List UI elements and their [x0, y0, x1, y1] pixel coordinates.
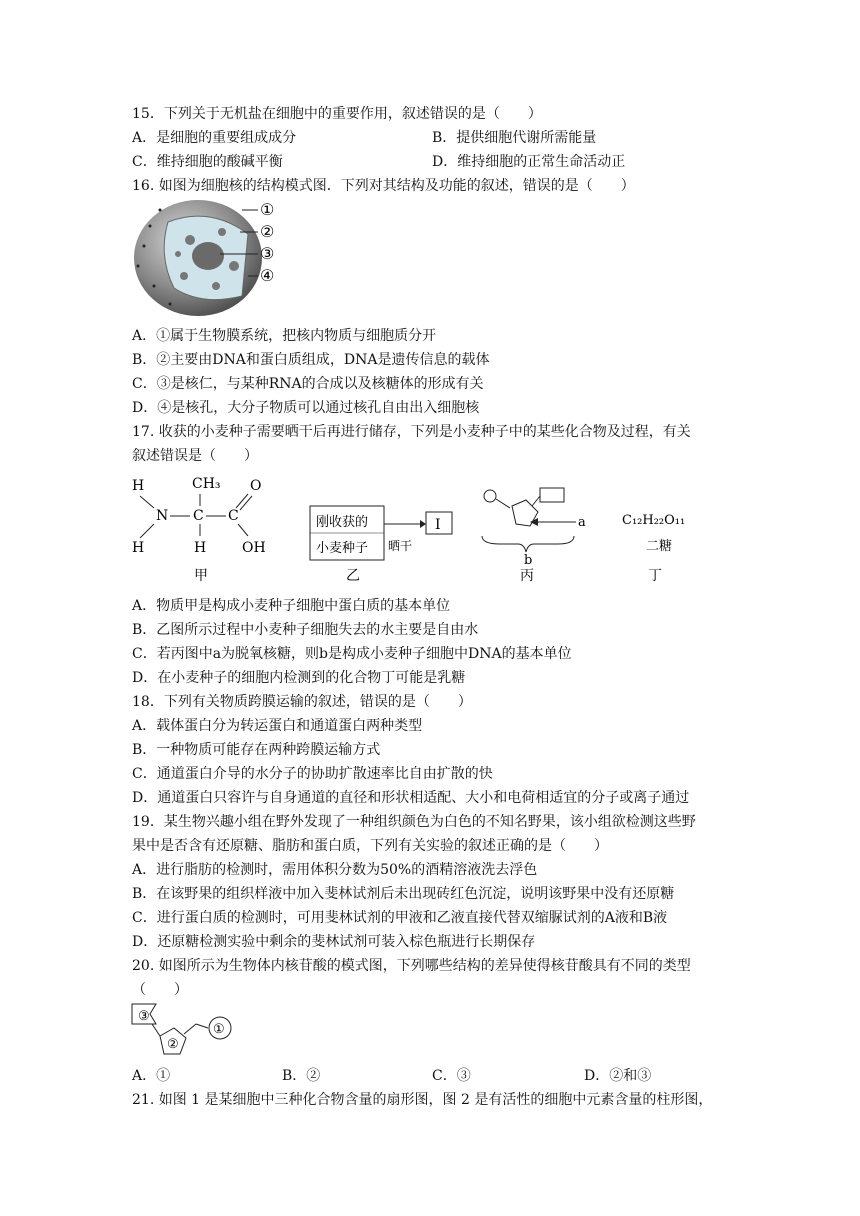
q15-option-c: C．维持细胞的酸碱平衡: [132, 154, 283, 170]
svg-text:晒干: 晒干: [388, 539, 413, 553]
fig-label-bing: 丙: [520, 568, 534, 584]
q17-option-d: D．在小麦种子的细胞内检测到的化合物丁可能是乳糖: [132, 670, 466, 686]
q19-option-a: A．进行脂肪的检测时，需用体积分数为50%的酒精溶液洗去浮色: [132, 862, 538, 878]
svg-text:C: C: [228, 508, 239, 524]
nucleotide-label-1: ①: [213, 1022, 225, 1037]
q19-option-b: B．在该野果的组织样液中加入斐林试剂后未出现砖红色沉淀，说明该野果中没有还原糖: [132, 886, 675, 902]
svg-text:小麦种子: 小麦种子: [316, 541, 369, 556]
q20-option-a: A．①: [132, 1068, 171, 1084]
q19-stem-line2: 果中是否含有还原糖、脂肪和蛋白质，下列有关实验的叙述正确的是（ ）: [132, 838, 608, 854]
nucleotide-label-3: ③: [138, 1009, 150, 1024]
svg-text:OH: OH: [242, 540, 266, 556]
q16-option-c: C．③是核仁，与某种RNA的合成以及核糖体的形成有关: [132, 376, 484, 392]
q16-option-d: D．④是核孔，大分子物质可以通过核孔自由出入细胞核: [132, 400, 480, 416]
nucleus-figure: [130, 196, 290, 320]
nucleotide-diagram: [482, 488, 586, 584]
q15-stem: 15．下列关于无机盐在细胞中的重要作用，叙述错误的是（ ）: [132, 106, 542, 122]
q16-option-a: A．①属于生物膜系统，把核内物质与细胞质分开: [132, 328, 437, 344]
q15-option-b: B．提供细胞代谢所需能量: [432, 130, 597, 146]
fig-label-ding: 丁: [648, 568, 662, 584]
q20-option-b: B．②: [282, 1068, 321, 1084]
nucleotide-figure: [130, 1000, 240, 1062]
svg-text:I: I: [435, 517, 441, 533]
nucleotide-label-2: ②: [167, 1037, 179, 1052]
q21-stem-line1: 21. 如图 1 是某细胞中三种化合物含量的扇形图，图 2 是有活性的细胞中元素含量的柱形图，: [132, 1092, 713, 1108]
svg-text:CH₃: CH₃: [192, 476, 221, 492]
q19-stem-line1: 19．某生物兴趣小组在野外发现了一种组织颜色为白色的不知名野果，该小组欲检测这些野: [132, 814, 696, 830]
q15-option-d: D．维持细胞的正常生命活动正: [432, 154, 626, 170]
drying-process-diagram: [310, 506, 452, 584]
nucleus-label-2: ②: [260, 222, 275, 241]
q20-option-c: C．③: [432, 1068, 471, 1084]
svg-text:C: C: [193, 508, 204, 524]
svg-text:二糖: 二糖: [646, 539, 673, 554]
q18-option-c: C．通道蛋白介导的水分子的协助扩散速率比自由扩散的快: [132, 766, 493, 782]
q16-stem: 16. 如图为细胞核的结构模式图．下列对其结构及功能的叙述，错误的是（ ）: [132, 178, 635, 194]
nucleus-label-1: ①: [260, 200, 275, 219]
q19-option-c: C．进行蛋白质的检测时，可用斐林试剂的甲液和乙液直接代替双缩脲试剂的A液和B液: [132, 910, 668, 926]
fig-label-yi: 乙: [346, 568, 360, 584]
q20-stem-line1: 20. 如图所示为生物体内核苷酸的模式图，下列哪些结构的差异使得核苷酸具有不同的类型: [132, 958, 691, 974]
nucleus-label-3: ③: [260, 244, 275, 263]
nucleolus-shape: [192, 242, 224, 270]
q17-stem-line2: 叙述错误是（ ）: [132, 448, 258, 464]
q17-option-c: C．若丙图中a为脱氧核糖，则b是构成小麦种子细胞中DNA的基本单位: [132, 646, 572, 662]
amino-acid-structure: [132, 476, 266, 584]
q17-stem-line1: 17. 收获的小麦种子需要晒干后再进行储存，下列是小麦种子中的某些化合物及过程，有关: [132, 424, 691, 440]
svg-text:C₁₂H₂₂O₁₁: C₁₂H₂₂O₁₁: [622, 513, 686, 528]
svg-text:a: a: [578, 515, 586, 530]
svg-text:H: H: [194, 540, 207, 556]
disaccharide-formula: [622, 513, 685, 584]
q17-figure: [128, 466, 708, 590]
svg-text:b: b: [524, 553, 533, 568]
svg-text:H: H: [132, 540, 145, 556]
q19-option-d: D．还原糖检测实验中剩余的斐林试剂可装入棕色瓶进行长期保存: [132, 934, 536, 950]
q17-option-a: A．物质甲是构成小麦种子细胞中蛋白质的基本单位: [132, 598, 451, 614]
fig-label-jia: 甲: [194, 568, 208, 584]
svg-text:N: N: [156, 508, 169, 524]
svg-text:O: O: [250, 478, 262, 494]
svg-text:刚收获的: 刚收获的: [316, 515, 369, 530]
q18-option-b: B．一种物质可能存在两种跨膜运输方式: [132, 742, 381, 758]
q18-option-a: A．载体蛋白分为转运蛋白和通道蛋白两种类型: [132, 718, 423, 734]
svg-text:H: H: [132, 478, 145, 494]
q16-option-b: B．②主要由DNA和蛋白质组成，DNA是遗传信息的载体: [132, 352, 490, 368]
q18-stem: 18．下列有关物质跨膜运输的叙述，错误的是（ ）: [132, 694, 472, 710]
q18-option-d: D．通道蛋白只容许与自身通道的直径和形状相适配、大小和电荷相适宜的分子或离子通过: [132, 790, 690, 806]
q20-stem-line2: （ ）: [132, 982, 188, 998]
q20-option-d: D．②和③: [584, 1068, 652, 1084]
q17-option-b: B．乙图所示过程中小麦种子细胞失去的水主要是自由水: [132, 622, 479, 638]
nucleus-label-4: ④: [260, 266, 275, 285]
q15-option-a: A．是细胞的重要组成成分: [132, 130, 297, 146]
